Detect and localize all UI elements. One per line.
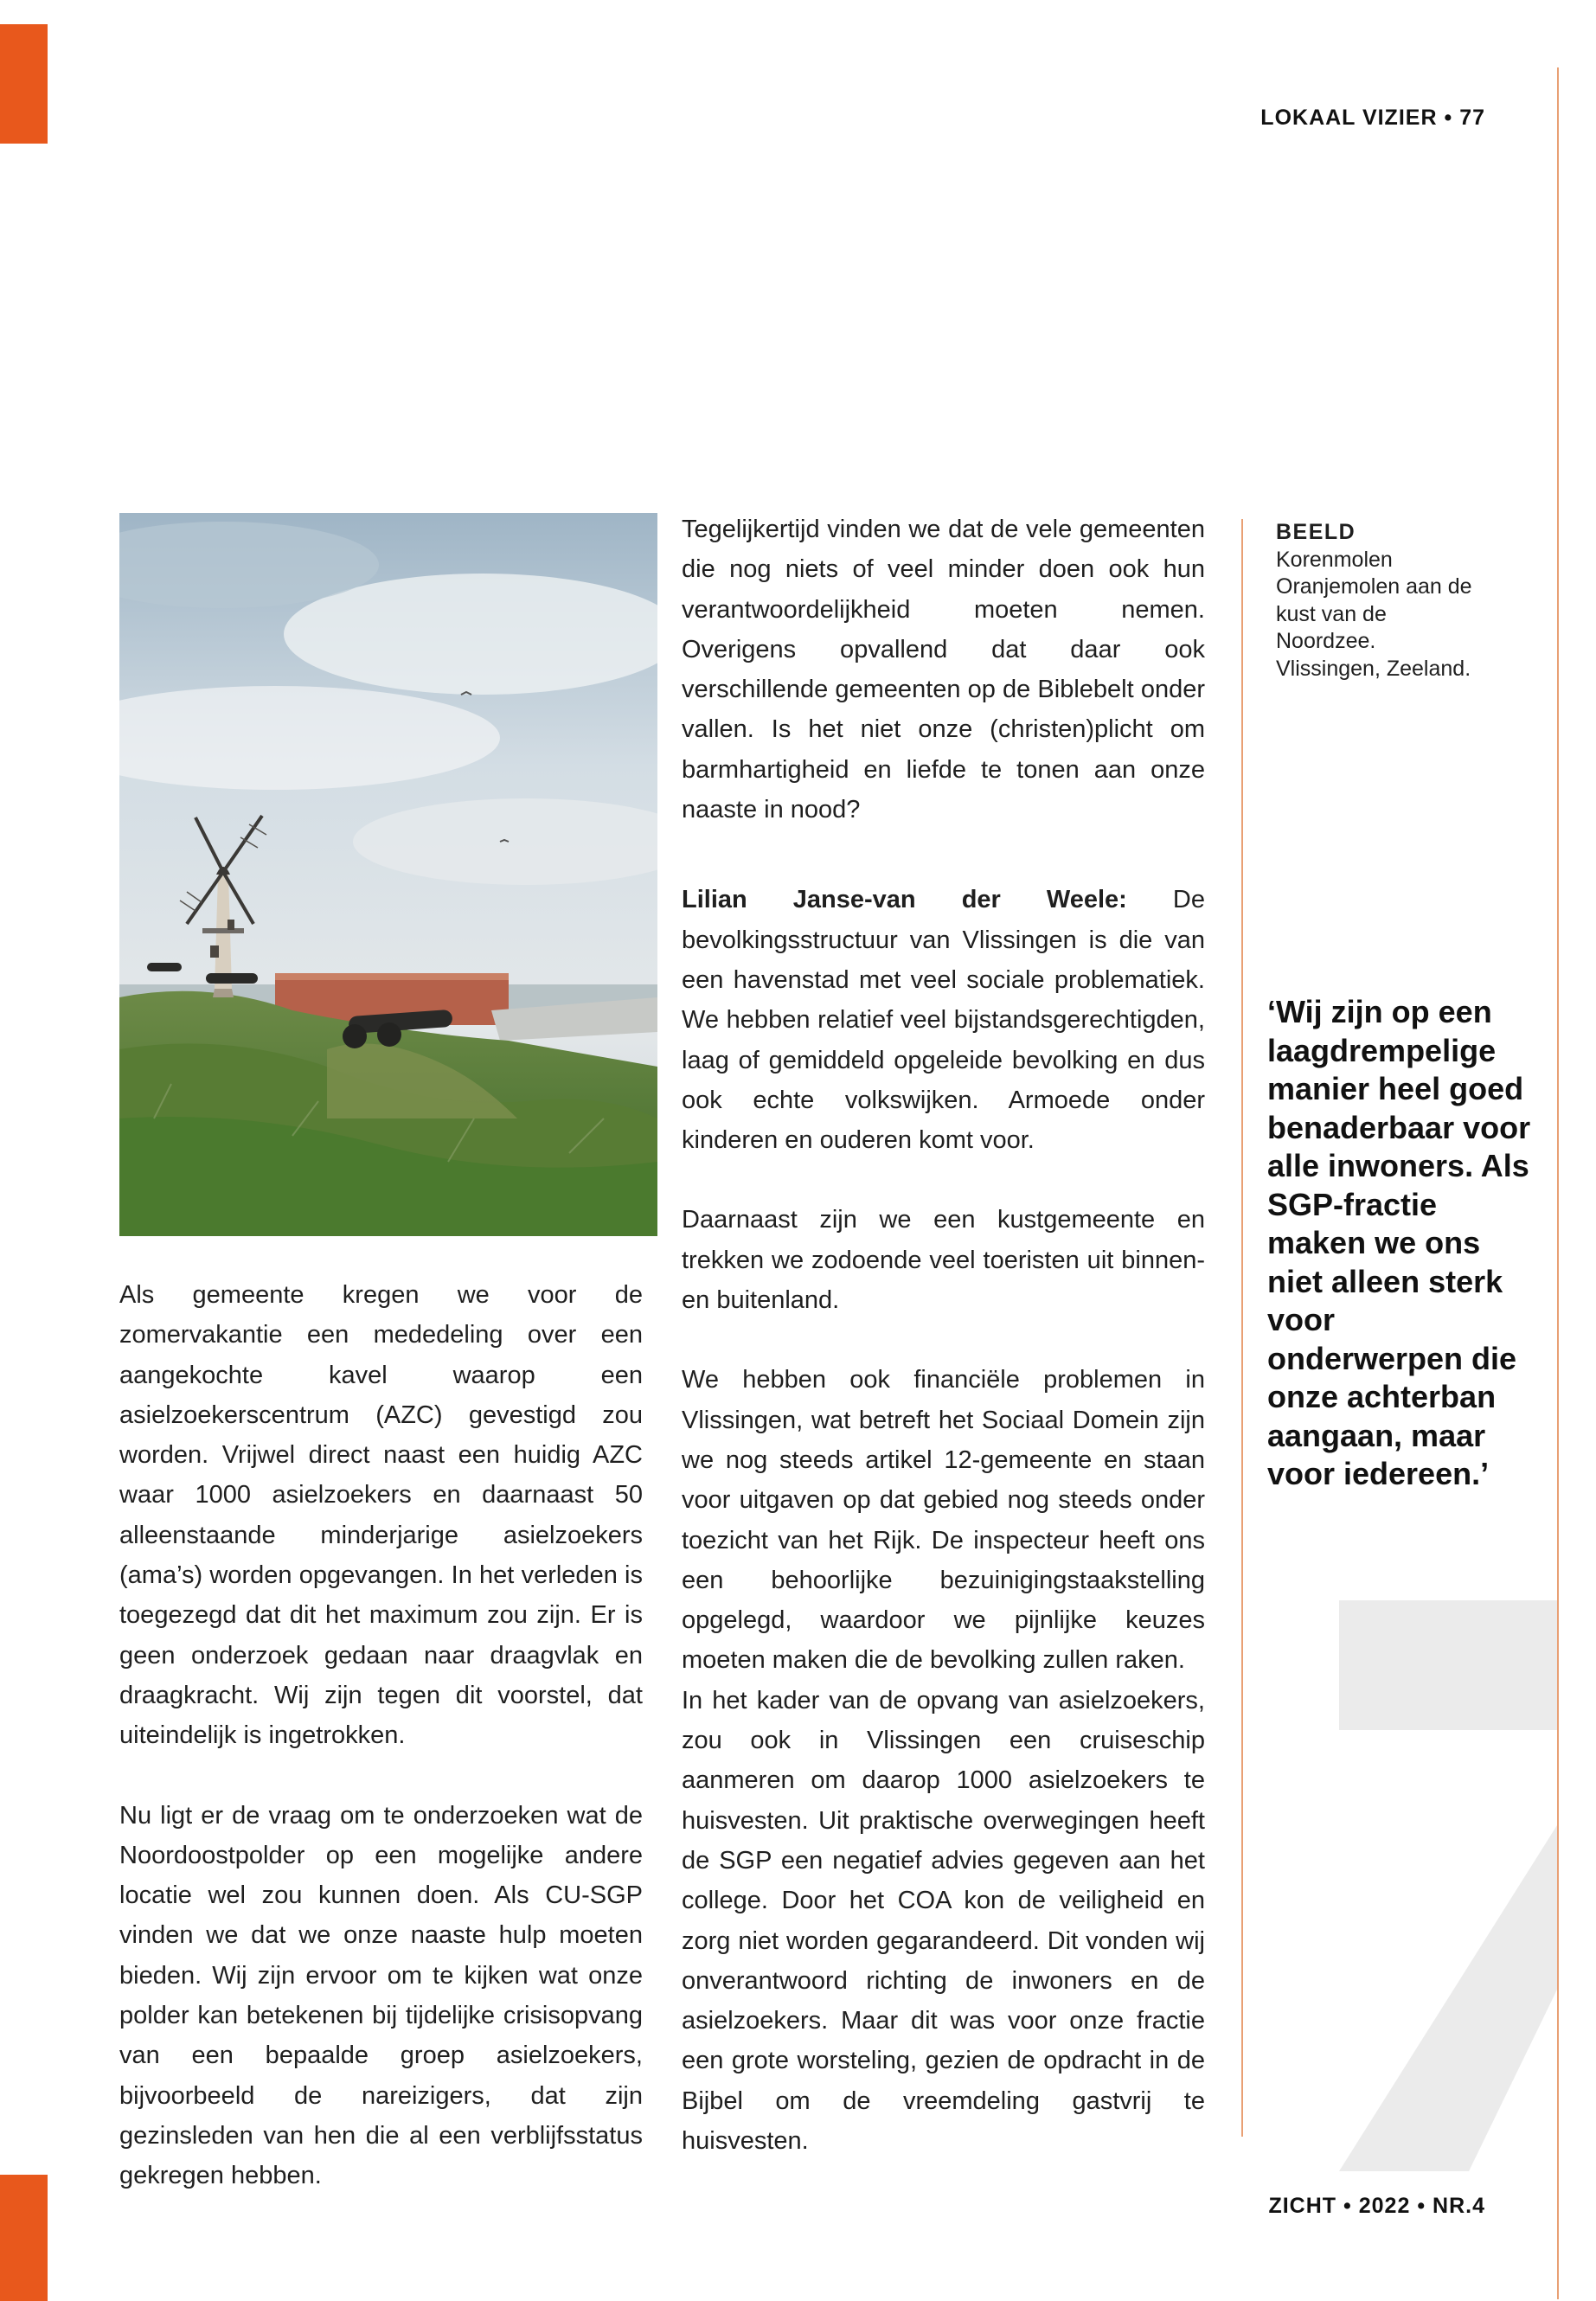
windmill-photo [119,513,657,1236]
footer-issue: NR.4 [1433,2194,1485,2218]
column-middle [682,510,1205,2161]
caption-label: BEELD [1276,520,1356,544]
windmill-photo-illustration [119,513,657,1236]
mid-paragraph-2 [682,880,1205,1160]
footer-year: 2022 [1358,2194,1411,2218]
left-paragraph-2: Nu ligt er de vraag om te onderzoeken wat de Noordoostpolder op een mogelijke andere locatie wel zou kunnen doen. Als CU-SGP vinden we dat we onze naaste hulp moeten bieden. Wij zijn ervoor om te kijken wat onze polder kan betekenen bij tijdelijke crisisopvang van een bepaalde groep asielzoekers, bijvoorbeeld de nareizigers, dat zijn gezinsleden van hen die al een verblijfsstatus gekregen hebben. [119,1801,643,2190]
running-header [1260,106,1485,131]
watermark-z-shape [1339,1600,1557,2171]
page-edge-rule [1557,67,1559,2299]
speaker-name: Lilian Janse-van der Weele: [682,886,1127,914]
accent-tab-top [0,24,48,144]
left-paragraph-1: Als gemeente kregen we voor de zomervakantie een mededeling over een aangekochte kavel waarop een asielzoekerscentrum (AZC) gevestigd zou worden. Vrijwel direct naast een huidig AZC waar 1000 asielzoekers en daarnaast 50 alleenstaande minderjarige asielzoekers (ama’s) worden opgevangen. In het verleden is toegezegd dat dit het maximum zou zijn. Er is geen onderzoek gedaan naar draagvlak en draagkracht. Wij zijn tegen dit voorstel, dat uiteindelijk is ingetrokken. [119,1281,643,1750]
column-divider [1241,519,1243,2137]
mid-paragraph-4: We hebben ook financiële problemen in Vlissingen, wat betreft het Sociaal Domein zijn we nog steeds artikel 12-gemeente en staan voor uitgaven op dat gebied nog steeds onder toezicht van het Rijk. De inspecteur heeft ons een behoorlijke bezuinigingstaakstelling opgelegd, waardoor we pijnlijke keuzes moeten maken die de bevolking zullen raken. [682,1366,1205,1675]
mid-paragraph-3: Daarnaast zijn we een kustgemeente en trekken we zodoende veel toeristen uit binnen- en buitenland. [682,1206,1205,1315]
footer-separator-2: • [1417,2194,1426,2218]
accent-tab-bottom [0,2175,48,2301]
header-separator: • [1444,106,1453,130]
page-number: 77 [1459,106,1485,130]
footer-separator-1: • [1343,2194,1352,2218]
footer-magazine: ZICHT [1268,2194,1337,2218]
header-section: LOKAAL VIZIER [1260,106,1438,130]
running-footer [1268,2194,1485,2219]
mid-paragraph-1: Tegelijkertijd vinden we dat de vele gemeenten die nog niets of veel minder doen ook hun verantwoordelijkheid moeten nemen. Overigens opvallend dat daar ook verschillende gemeenten op de Biblebelt onder vallen. Is het niet onze (christen)plicht om barmhartigheid en liefde te tonen aan onze naaste in nood? [682,516,1205,824]
image-caption [1276,519,1484,683]
mid-paragraph-5: In het kader van de opvang van asielzoekers, zou ook in Vlissingen een cruiseschip aanmeren om daarop 1000 asielzoekers te huisvesten. Uit praktische overwegingen heeft de SGP een negatief advies gegeven aan het college. Door het COA kon de veiligheid en zorg niet worden gegarandeerd. Dit vonden wij onverantwoord richting de inwoners en de asielzoekers. Maar dit was voor onze fractie een grote worsteling, gezien de opdracht in de Bijbel om de vreemdeling gastvrij te huisvesten. [682,1686,1205,2155]
mid-paragraph-2-text: De bevolkingsstructuur van Vlissingen is die van een havenstad met veel sociale problematiek. We hebben relatief veel bijstandsgerechtigden, laag of gemiddeld opgeleide bevolking en dus ook echte volkswijken. Armoede onder kinderen en ouderen komt voor. [682,886,1205,1155]
caption-text: Korenmolen Oranjemolen aan de kust van de Noordzee. Vlissingen, Zeeland. [1276,547,1472,681]
column-left [119,1275,643,2196]
pull-quote: ‘Wij zijn op een laagdrempelige manier heel goed benaderbaar voor alle inwoners. Als SGP-fractie maken we ons niet alleen sterk voor onderwerpen die onze achterban aangaan, maar voor iedereen.’ [1267,994,1531,1491]
